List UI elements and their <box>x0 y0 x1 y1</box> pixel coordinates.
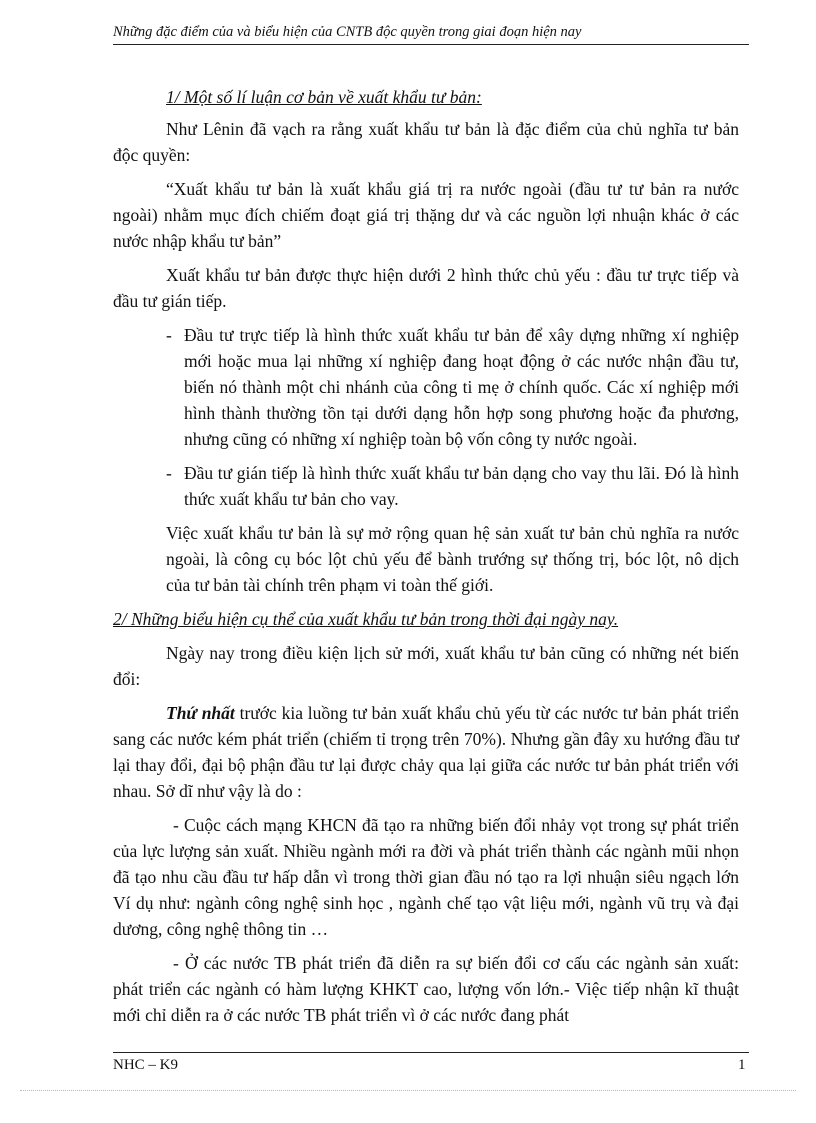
footer-author: NHC – K9 <box>113 1057 179 1073</box>
bullet-text: Đầu tư gián tiếp là hình thức xuất khẩu tư bản dạng cho vay thu lãi. Đó là hình thức xuất khẩu tư bản cho vay. <box>184 463 739 509</box>
section-1-paragraph-3: Việc xuất khẩu tư bản là sự mở rộng quan hệ sản xuất tư bản chủ nghĩa ra nước ngoài, là công cụ bóc lột chủ yếu để bành trướng sự thống trị, bóc lột, nô dịch của tư bản tài chính trên phạm vi toàn thế giới. <box>166 523 739 595</box>
section-1-quote: “Xuất khẩu tư bản là xuất khẩu giá trị ra nước ngoài (đầu tư tư bản ra nước ngoài) nhằm mục đích chiếm đoạt giá trị thặng dư và các nguồn lợi nhuận khác ở các nước nhập khẩu tư bản” <box>113 179 739 251</box>
section-1-heading: 1/ Một số lí luận cơ bản về xuất khẩu tư bản: <box>166 87 482 107</box>
footer-divider <box>113 1052 749 1053</box>
page-header <box>113 22 749 45</box>
bullet-text: Đầu tư trực tiếp là hình thức xuất khẩu tư bản để xây dựng những xí nghiệp mới hoặc mua lại những xí nghiệp đang hoạt động ở các nước nhận đầu tư, biến nó thành một chi nhánh của công ti mẹ ở chính quốc. Các xí nghiệp mới hình thành thường tồn tại dưới dạng hỗn hợp song phương hoặc đa phương, nhưng cũng có những xí nghiệp toàn bộ vốn công ty nước ngoài. <box>184 325 739 449</box>
section-1-paragraph-1: Như Lênin đã vạch ra rằng xuất khẩu tư bản là đặc điểm của chủ nghĩa tư bản độc quyền: <box>113 119 739 165</box>
section-2-paragraph-4: - Ở các nước TB phát triển đã diễn ra sự biến đổi cơ cấu các ngành sản xuất: phát triển các ngành có hàm lượng KHKT cao, lượng vốn lớn.- Việc tiếp nhận kĩ thuật mới chỉ diễn ra ở các nước TB phát triển vì ở các nước đang phát <box>113 953 739 1025</box>
document-body <box>113 84 739 1036</box>
section-1-paragraph-2: Xuất khẩu tư bản được thực hiện dưới 2 hình thức chủ yếu : đầu tư trực tiếp và đầu tư gián tiếp. <box>113 265 739 311</box>
section-2-paragraph-1: Ngày nay trong điều kiện lịch sử mới, xuất khẩu tư bản cũng có những nét biến đổi: <box>113 643 739 689</box>
section-2-paragraph-2 <box>113 700 739 804</box>
header-title: Những đặc điểm của và biểu hiện của CNTB độc quyền trong giai đoạn hiện nay <box>113 24 582 40</box>
emphasis-first: Thứ nhất <box>166 703 235 723</box>
bullet-dash: - <box>166 463 172 483</box>
bullet-item <box>113 322 739 452</box>
section-2-heading: 2/ Những biểu hiện cụ thể của xuất khẩu tư bản trong thời đại ngày nay. <box>113 609 619 629</box>
bullet-dash: - <box>166 325 172 345</box>
section-2-paragraph-3: - Cuộc cách mạng KHCN đã tạo ra những biến đổi nhảy vọt trong sự phát triển của lực lượng sản xuất. Nhiều ngành mới ra đời và phát triển thành các ngành mũi nhọn đã tạo nhu cầu đầu tư hấp dẫn vì trong thời gian đầu nó tạo ra lợi nhuận siêu ngạch lớn Ví dụ như: ngành công nghệ sinh học , ngành chế tạo vật liệu mới, ngành vũ trụ và đại dương, công nghệ thông tin … <box>113 815 739 939</box>
page-edge <box>20 1090 796 1091</box>
page-number: 1 <box>738 1057 746 1073</box>
bullet-item <box>113 460 739 512</box>
paragraph-2-rest: trước kia luồng tư bản xuất khẩu chủ yếu từ các nước tư bản phát triển sang các nước kém phát triển (chiếm tỉ trọng trên 70%). Nhưng gần đây xu hướng đầu tư lại thay đổi, đại bộ phận đầu tư lại được chảy qua lại giữa các nước tư bản phát triển với nhau. Sở dĩ như vậy là do : <box>113 703 740 801</box>
